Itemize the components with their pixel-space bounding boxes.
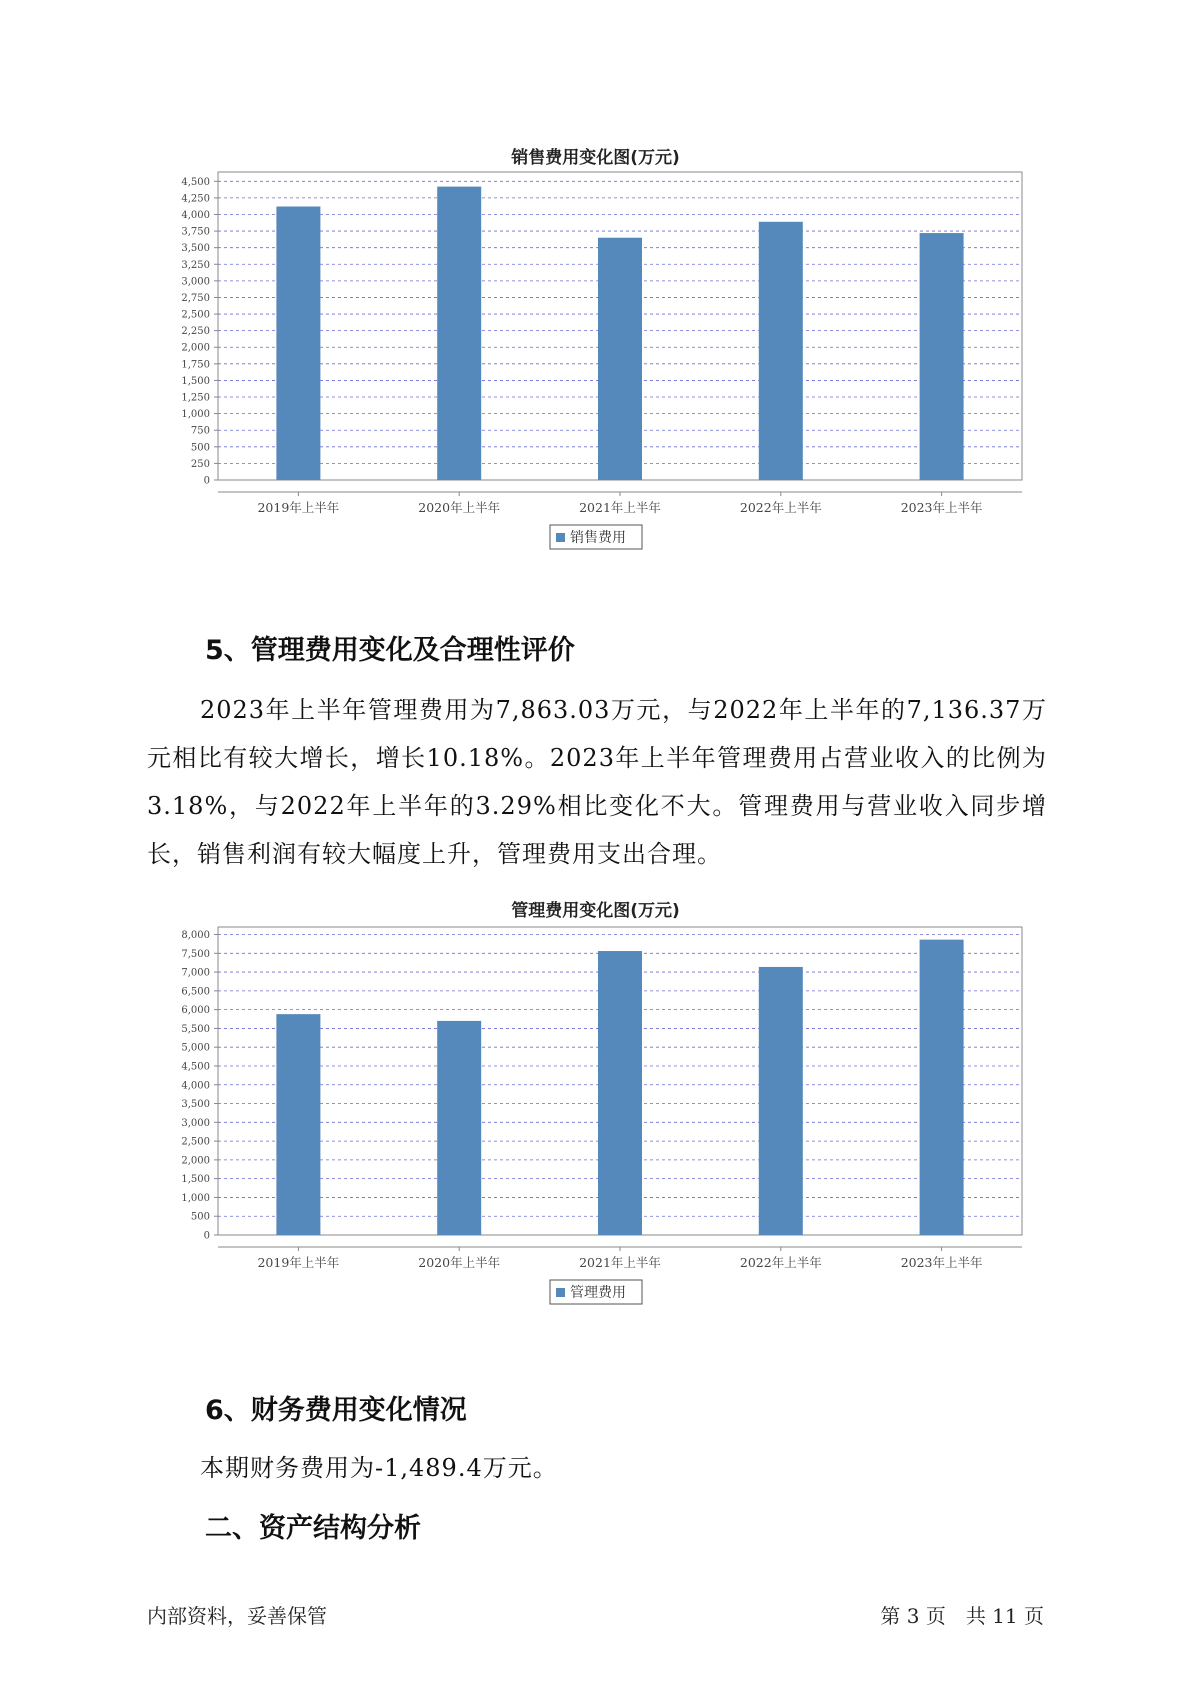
x-tick-label: 2021年上半年 (579, 1255, 661, 1270)
y-tick-label: 4,000 (181, 209, 210, 221)
y-tick-label: 0 (203, 1230, 210, 1242)
y-tick-label: 7,000 (181, 967, 210, 979)
y-tick-label: 5,000 (181, 1042, 210, 1054)
x-tick-label: 2022年上半年 (739, 1255, 822, 1270)
section-5-paragraph: 2023年上半年管理费用为7,863.03万元，与2022年上半年的7,136.37万元相比有较大增长，增长10.18%。2023年上半年管理费用占营业收入的比例为3.18%，与2022年上半年的3.29%相比变化不大。管理费用与营业收入同步增长，销售利润有较大幅度上升，管理费用支出合理。 (147, 696, 1047, 868)
y-tick-label: 7,500 (181, 948, 210, 960)
legend-swatch (556, 533, 565, 542)
y-tick-label: 2,750 (181, 292, 210, 304)
y-tick-label: 3,000 (181, 1117, 210, 1129)
y-tick-label: 2,000 (181, 342, 210, 354)
section-5-heading: 5、管理费用变化及合理性评价 (205, 635, 575, 666)
bar-2020年上半年 (437, 187, 481, 480)
bar-2020年上半年 (437, 1021, 481, 1235)
x-tick-label: 2022年上半年 (739, 500, 822, 515)
y-tick-label: 250 (190, 458, 210, 470)
bar-2023年上半年 (920, 233, 964, 480)
y-tick-label: 6,000 (181, 1005, 210, 1017)
x-tick-label: 2023年上半年 (900, 1255, 983, 1270)
y-tick-label: 1,000 (181, 1192, 210, 1204)
sales-expense-chart-title: 销售费用变化图(万元) (511, 148, 680, 168)
y-tick-label: 2,250 (181, 326, 210, 338)
legend-swatch (556, 1288, 565, 1297)
y-tick-label: 1,250 (181, 392, 210, 404)
y-tick-label: 1,500 (181, 375, 210, 387)
x-tick-label: 2019年上半年 (257, 1255, 340, 1270)
y-tick-label: 1,000 (181, 409, 210, 421)
bar-2021年上半年 (598, 238, 642, 480)
y-tick-label: 2,000 (181, 1155, 210, 1167)
footer-page-number: 第 3 页 共 11 页 (880, 1604, 1044, 1628)
footer-confidential-note: 内部资料，妥善保管 (147, 1604, 327, 1628)
y-tick-label: 3,500 (181, 1099, 210, 1111)
y-tick-label: 1,750 (181, 359, 210, 371)
x-tick-label: 2020年上半年 (418, 500, 501, 515)
sales-expense-chart (150, 170, 1050, 590)
x-tick-label: 2019年上半年 (257, 500, 340, 515)
y-tick-label: 3,250 (181, 259, 210, 271)
y-tick-label: 0 (203, 475, 210, 487)
legend-label: 管理费用 (570, 1285, 626, 1301)
section-6-paragraph: 本期财务费用为-1,489.4万元。 (200, 1454, 558, 1482)
y-tick-label: 5,500 (181, 1023, 210, 1035)
bar-2022年上半年 (759, 967, 803, 1235)
y-tick-label: 500 (190, 442, 210, 454)
bar-2022年上半年 (759, 222, 803, 480)
section-6-heading: 6、财务费用变化情况 (205, 1395, 467, 1426)
y-tick-label: 6,500 (181, 986, 210, 998)
y-tick-label: 1,500 (181, 1174, 210, 1186)
legend-label: 销售费用 (570, 530, 626, 546)
y-tick-label: 3,000 (181, 276, 210, 288)
y-tick-label: 3,500 (181, 243, 210, 255)
y-tick-label: 4,500 (181, 176, 210, 188)
x-tick-label: 2021年上半年 (579, 500, 661, 515)
admin-expense-chart-title: 管理费用变化图(万元) (511, 901, 680, 921)
y-tick-label: 4,000 (181, 1080, 210, 1092)
y-tick-label: 2,500 (181, 309, 210, 321)
x-tick-label: 2020年上半年 (418, 1255, 501, 1270)
legend (550, 1280, 642, 1304)
y-tick-label: 4,500 (181, 1061, 210, 1073)
legend (550, 525, 642, 549)
y-tick-label: 750 (190, 425, 210, 437)
y-tick-label: 2,500 (181, 1136, 210, 1148)
bar-2021年上半年 (598, 951, 642, 1235)
bar-2023年上半年 (920, 940, 964, 1235)
admin-expense-chart (150, 925, 1050, 1345)
y-tick-label: 4,250 (181, 193, 210, 205)
y-tick-label: 8,000 (181, 930, 210, 942)
y-tick-label: 500 (190, 1211, 210, 1223)
x-tick-label: 2023年上半年 (900, 500, 983, 515)
bar-2019年上半年 (276, 207, 320, 480)
y-tick-label: 3,750 (181, 226, 210, 238)
section-2-heading: 二、资产结构分析 (205, 1513, 421, 1544)
bar-2019年上半年 (276, 1014, 320, 1235)
